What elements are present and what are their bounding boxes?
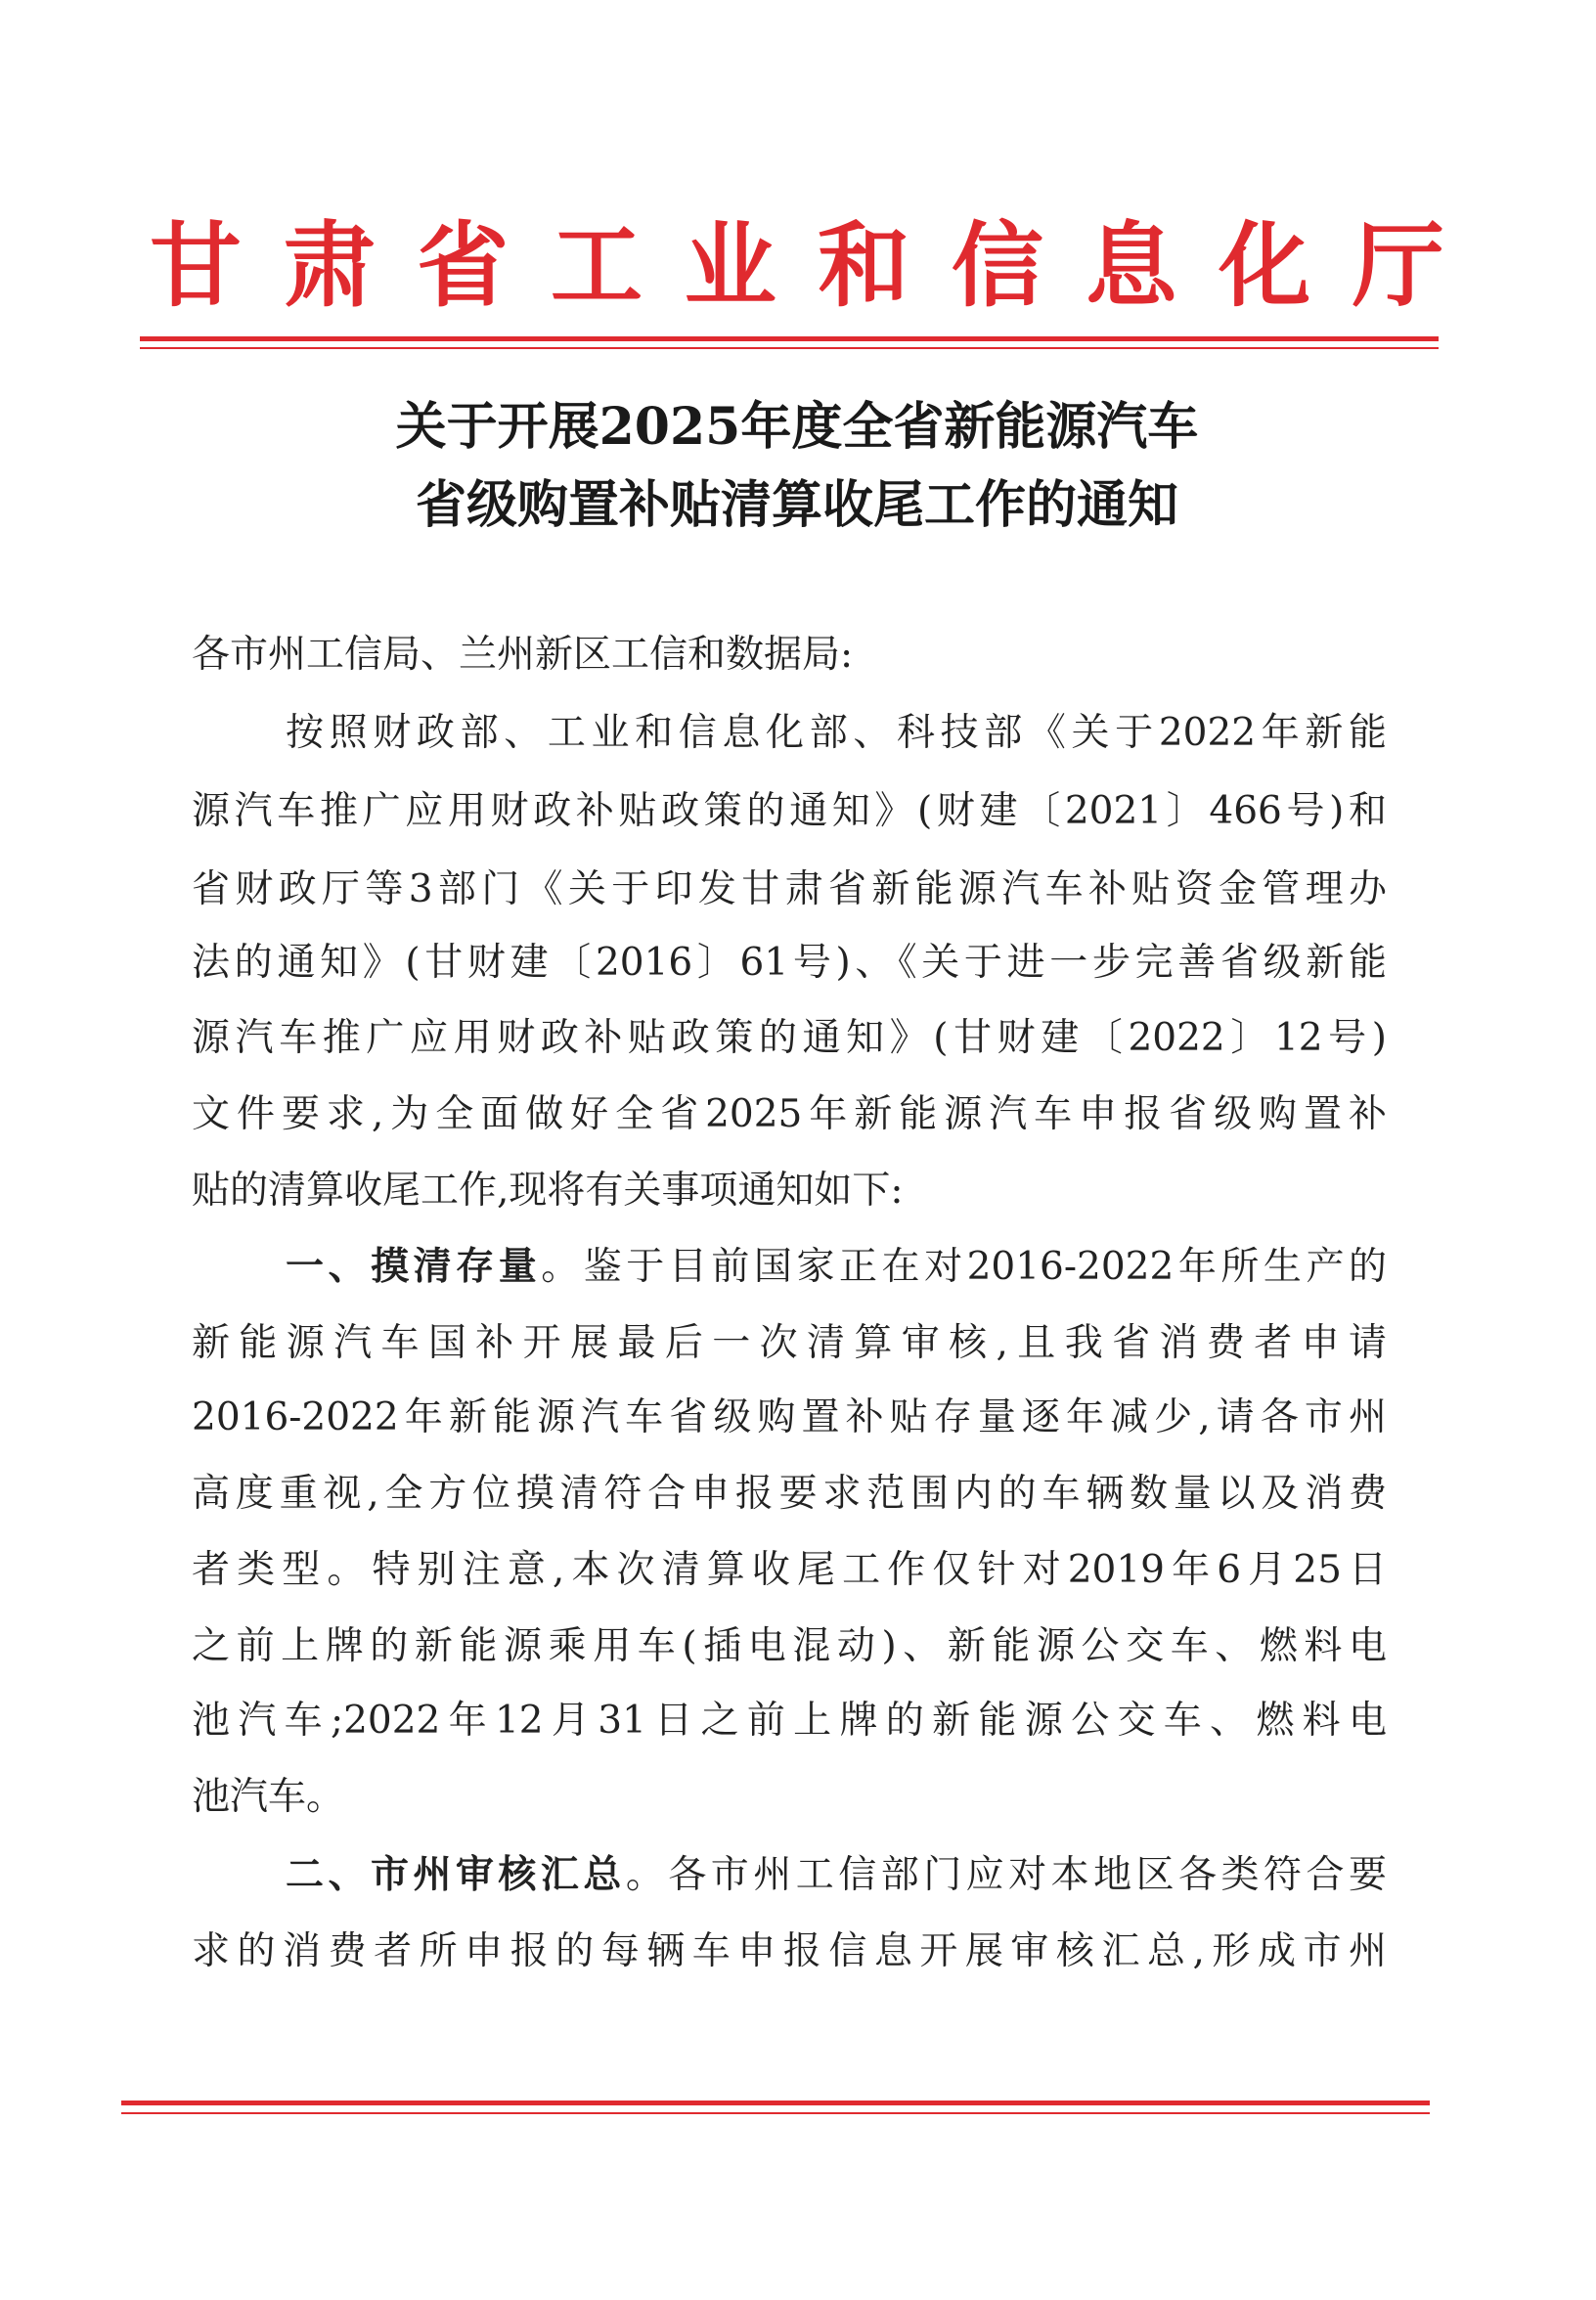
footer-rule-thick	[121, 2101, 1430, 2105]
section-2-first-line	[286, 1846, 1387, 1905]
letterhead-char: 化	[1219, 213, 1311, 320]
section-1-line: 2016-2022年新能源汽车省级购置补贴存量逐年减少,请各市州	[192, 1395, 1387, 1439]
section-1-line: 池汽车。	[192, 1775, 345, 1819]
section-1-first-line-text: 。鉴于目前国家正在对2016-2022年所生产的	[541, 1245, 1387, 1289]
section-1-line: 之前上牌的新能源乘用车(插电混动)、新能源公交车、燃料电	[192, 1624, 1387, 1668]
intro-line: 源汽车推广应用财政补贴政策的通知》(财建〔2021〕466号)和	[192, 789, 1387, 833]
intro-line: 文件要求,为全面做好全省2025年新能源汽车申报省级购置补	[192, 1092, 1387, 1136]
intro-line: 源汽车推广应用财政补贴政策的通知》(甘财建〔2022〕12号)	[192, 1016, 1387, 1060]
letterhead-char: 甘	[149, 213, 242, 320]
letterhead-char: 信	[951, 213, 1043, 320]
letterhead-rule-thin	[140, 347, 1439, 349]
salutation: 各市州工信局、兰州新区工信和数据局:	[192, 633, 854, 677]
letterhead-char: 业	[684, 213, 776, 320]
letterhead-char: 肃	[283, 213, 376, 320]
document-title-line-1: 关于开展2025年度全省新能源汽车	[395, 397, 1199, 457]
intro-line: 贴的清算收尾工作,现将有关事项通知如下:	[192, 1169, 904, 1213]
section-1-heading: 一、摸清存量	[286, 1245, 542, 1289]
letterhead-char: 工	[550, 213, 643, 320]
section-1-line: 者类型。特别注意,本次清算收尾工作仅针对2019年6月25日	[192, 1548, 1387, 1592]
section-2-heading: 二、市州审核汇总	[286, 1853, 626, 1897]
document-title-line-2: 省级购置补贴清算收尾工作的通知	[415, 475, 1178, 535]
intro-line: 省财政厅等3部门《关于印发甘肃省新能源汽车补贴资金管理办	[192, 867, 1387, 911]
section-1-line: 高度重视,全方位摸清符合申报要求范围内的车辆数量以及消费	[192, 1472, 1387, 1516]
intro-line: 法的通知》(甘财建〔2016〕61号)、《关于进一步完善省级新能	[192, 941, 1387, 985]
intro-line: 按照财政部、工业和信息化部、科技部《关于2022年新能	[286, 711, 1387, 755]
letterhead-char: 省	[417, 213, 510, 320]
letterhead-char: 息	[1085, 213, 1177, 320]
section-1-first-line	[286, 1238, 1387, 1297]
letterhead-char: 和	[818, 213, 910, 320]
letterhead	[147, 213, 1447, 321]
footer-rule-thin	[121, 2112, 1430, 2114]
section-2-line: 求的消费者所申报的每辆车申报信息开展审核汇总,形成市州	[192, 1929, 1387, 1973]
section-1-line: 池汽车;2022年12月31日之前上牌的新能源公交车、燃料电	[192, 1699, 1387, 1743]
letterhead-char: 厅	[1352, 213, 1444, 320]
section-1-line: 新能源汽车国补开展最后一次清算审核,且我省消费者申请	[192, 1321, 1387, 1365]
letterhead-rule-thick	[140, 336, 1439, 341]
section-2-first-line-text: 。各市州工信部门应对本地区各类符合要	[625, 1853, 1387, 1897]
